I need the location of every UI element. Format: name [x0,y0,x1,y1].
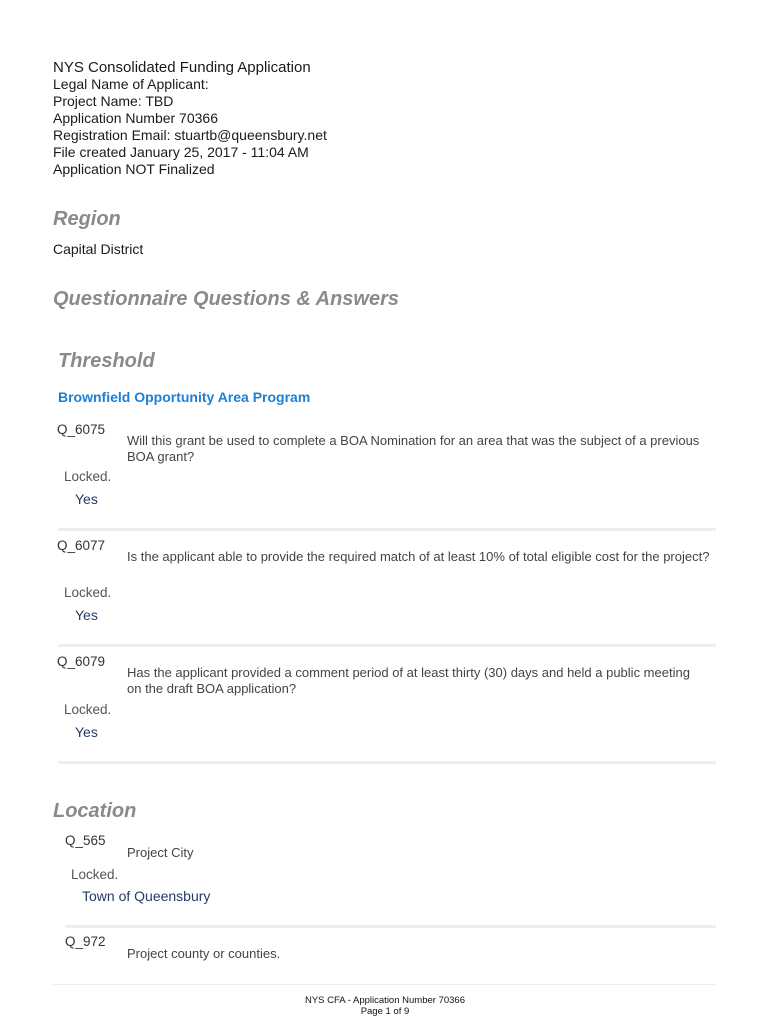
questionnaire-heading: Questionnaire Questions & Answers [53,288,400,310]
locked-label: Locked. [64,702,112,717]
legal-name-line: Legal Name of Applicant: [53,76,209,92]
question-text: Is the applicant able to provide the required match of at least 10% of total eligible cost for the project? [127,549,710,564]
location-heading: Location [53,800,137,822]
question-text: Project county or counties. [127,946,281,961]
footer-page-number: Page 1 of 9 [360,1006,410,1017]
question-id: Q_972 [65,934,106,949]
question-divider [58,761,716,764]
footer-divider [53,984,716,985]
footer-application-number: NYS CFA - Application Number 70366 [304,995,465,1006]
question-id: Q_6079 [57,654,106,669]
question-divider [65,925,716,928]
question-id: Q_565 [65,833,106,848]
question-text: Has the applicant provided a comment period of at least thirty (30) days and held a public meeting on the draft BOA application? [127,665,690,696]
question-id: Q_6077 [57,538,106,553]
question-divider [58,644,716,647]
answer-value: Yes [75,607,98,623]
application-header [53,59,327,178]
application-number-line: Application Number 70366 [53,110,218,126]
region-heading: Region [53,208,121,230]
file-created-line: File created January 25, 2017 - 11:04 AM [53,144,309,160]
question-text: Will this grant be used to complete a BOA Nomination for an area that was the subject of a previous BOA grant? [127,433,700,464]
locked-label: Locked. [71,867,119,882]
threshold-heading: Threshold [58,350,155,372]
project-name-line: Project Name: TBD [53,93,174,109]
program-title: Brownfield Opportunity Area Program [58,389,311,405]
question-divider [58,528,716,531]
application-status-line: Application NOT Finalized [53,161,215,177]
question-id: Q_6075 [57,422,106,437]
document-title: NYS Consolidated Funding Application [53,59,311,76]
region-value: Capital District [53,241,144,257]
locked-label: Locked. [64,585,112,600]
answer-value: Yes [75,491,98,507]
answer-value: Yes [75,724,98,740]
page-footer [0,995,770,1017]
registration-email-line: Registration Email: stuartb@queensbury.net [53,127,327,143]
answer-value: Town of Queensbury [82,888,211,904]
locked-label: Locked. [64,469,112,484]
question-text: Project City [127,845,194,860]
